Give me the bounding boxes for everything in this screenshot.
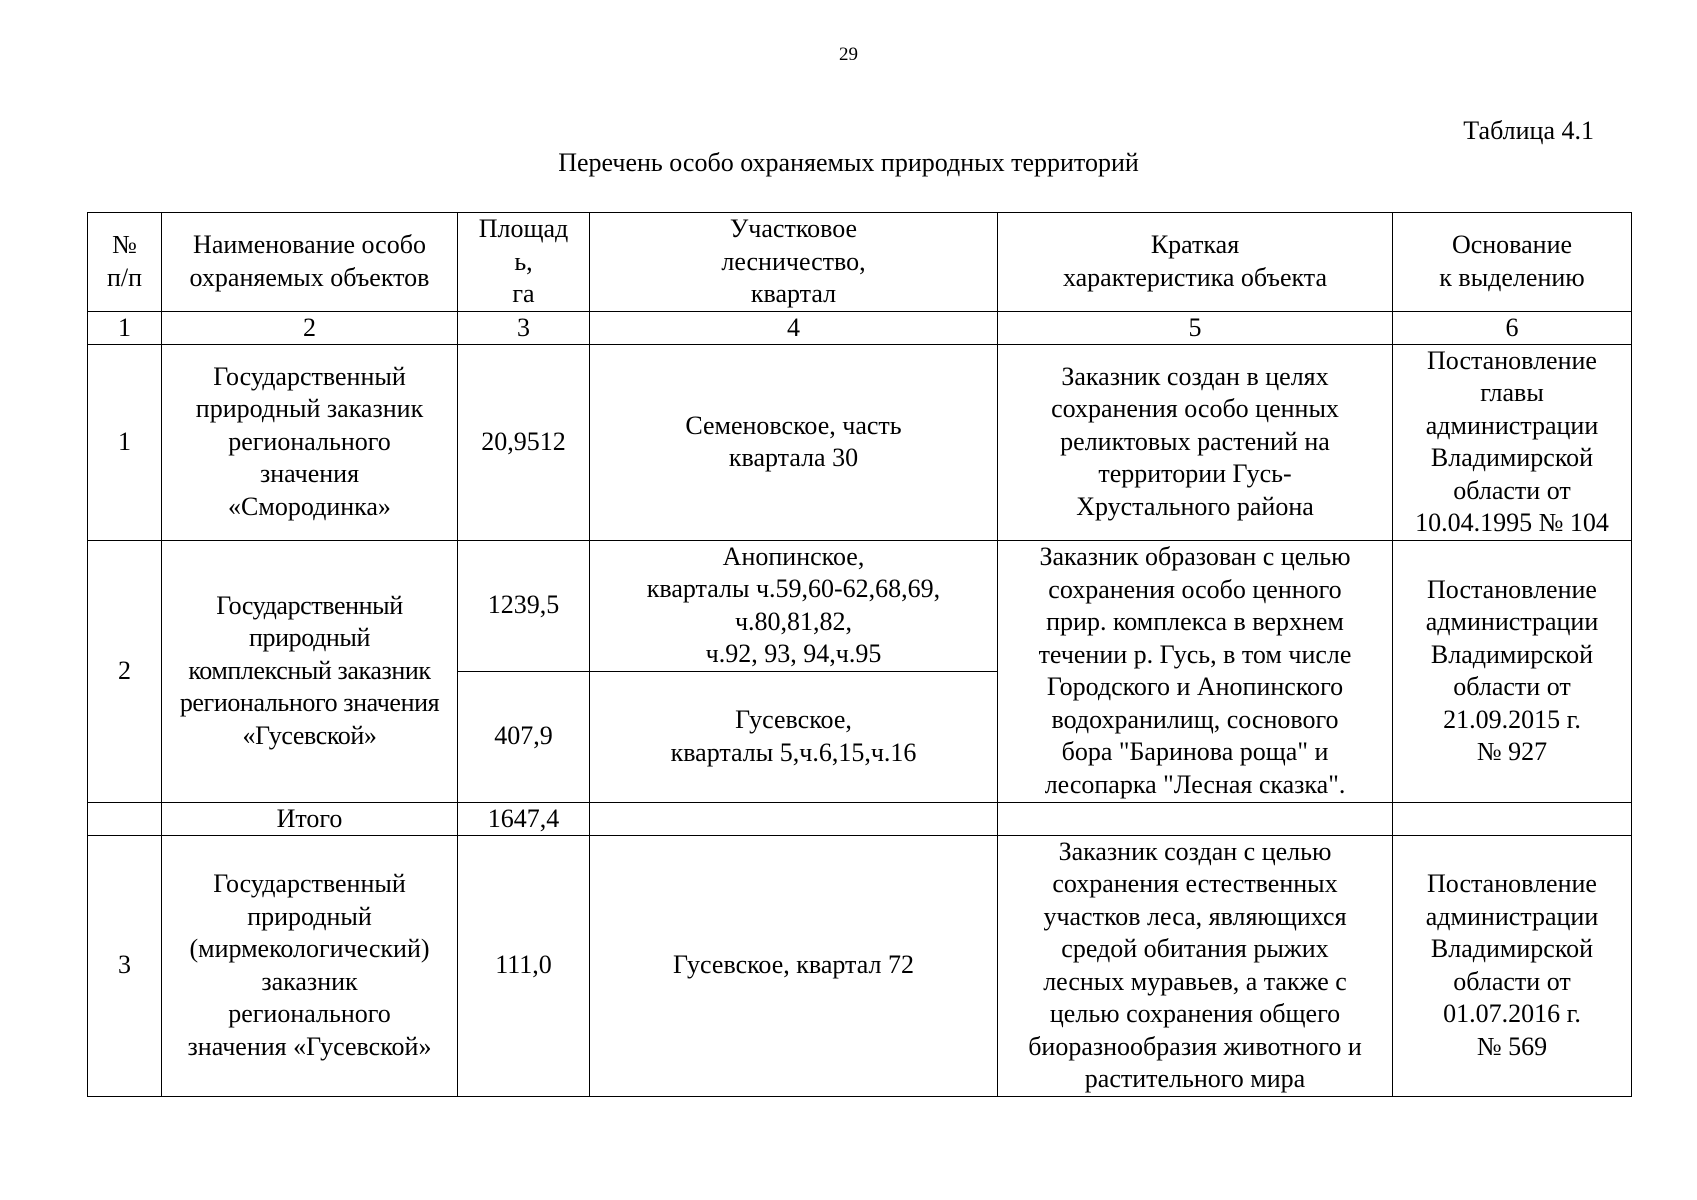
column-numbers-row bbox=[88, 311, 1632, 344]
cell-line: Хрустального района bbox=[1076, 491, 1314, 521]
cell-line: Постановление bbox=[1427, 345, 1597, 375]
row-name bbox=[162, 540, 458, 802]
cell-line: Владимирской bbox=[1430, 443, 1594, 472]
column-number: 6 bbox=[1393, 311, 1632, 344]
cell-line: территории Гусь- bbox=[1098, 459, 1292, 489]
column-number: 1 bbox=[88, 311, 162, 344]
cell-line: ь, bbox=[514, 246, 533, 276]
row-number: 3 bbox=[88, 835, 162, 1096]
row-basis bbox=[1393, 540, 1632, 802]
header-area bbox=[458, 213, 590, 312]
table-title: Перечень особо охраняемых природных территорий bbox=[558, 148, 1139, 177]
cell-line: администрации bbox=[1425, 607, 1599, 636]
cell-line: характеристика объекта bbox=[1062, 262, 1327, 292]
cell-line: лесных муравьев, а также с bbox=[1043, 966, 1347, 996]
cell-line: Городского и Анопинского bbox=[1046, 672, 1344, 701]
cell-line: растительного мира bbox=[1084, 1064, 1306, 1093]
cell-line: администрации bbox=[1425, 901, 1599, 931]
cell-line: Гусевское, bbox=[735, 705, 852, 734]
column-number: 2 bbox=[162, 311, 458, 344]
cell-line: биоразнообразия животного и bbox=[1028, 1031, 1362, 1061]
cell-line: участков леса, являющихся bbox=[1043, 901, 1347, 931]
header-number bbox=[88, 213, 162, 312]
cell-line: кварталы ч.59,60-62,68,69, bbox=[646, 574, 941, 603]
cell-line: кварталы 5,ч.6,15,ч.16 bbox=[670, 737, 917, 767]
cell-line: Наименование особо bbox=[193, 230, 426, 260]
row-forestry bbox=[590, 835, 998, 1096]
page-number: 29 bbox=[839, 44, 858, 65]
cell-line: прир. комплекса в верхнем bbox=[1046, 607, 1344, 636]
header-basis bbox=[1393, 213, 1632, 312]
cell-line: водохранилищ, соснового bbox=[1051, 704, 1339, 734]
cell-line: Семеновское, часть bbox=[685, 410, 902, 440]
cell-line: 01.07.2016 г. bbox=[1443, 999, 1581, 1028]
row-area: 407,9 bbox=[458, 671, 590, 802]
cell-line: регионального значения bbox=[179, 688, 440, 718]
total-empty-cell bbox=[88, 802, 162, 835]
cell-line: сохранения особо ценного bbox=[1048, 574, 1342, 604]
total-row bbox=[88, 802, 1632, 835]
column-number: 3 bbox=[458, 311, 590, 344]
cell-line: реликтовых растений на bbox=[1060, 426, 1330, 456]
cell-line: сохранения особо ценных bbox=[1051, 394, 1339, 424]
total-empty-cell bbox=[590, 802, 998, 835]
cell-line: природный bbox=[247, 901, 372, 931]
cell-line: ч.80,81,82, bbox=[734, 606, 853, 636]
cell-line: целью сохранения общего bbox=[1049, 999, 1341, 1028]
cell-line: квартала 30 bbox=[728, 443, 859, 472]
table-row bbox=[88, 835, 1632, 1096]
row-forestry bbox=[590, 671, 998, 802]
row-forestry bbox=[590, 540, 998, 671]
cell-line: значения «Гусевской» bbox=[187, 1031, 432, 1061]
row-number: 2 bbox=[88, 540, 162, 802]
cell-line: комплексный заказник bbox=[188, 655, 431, 685]
column-number: 5 bbox=[998, 311, 1393, 344]
cell-line: бора "Баринова роща" и bbox=[1061, 737, 1329, 766]
table-label: Таблица 4.1 bbox=[1463, 116, 1594, 145]
cell-line: Заказник образован с целью bbox=[1039, 542, 1351, 571]
cell-line: сохранения естественных bbox=[1052, 869, 1338, 898]
cell-line: № 569 bbox=[1476, 1031, 1548, 1061]
cell-line: (мирмекологический) bbox=[189, 934, 430, 963]
row-description bbox=[998, 540, 1393, 802]
cell-line: регионального bbox=[228, 426, 391, 456]
cell-line: га bbox=[512, 279, 535, 308]
cell-line: заказник bbox=[261, 966, 358, 996]
cell-line: регионального bbox=[228, 999, 391, 1028]
protected-areas-table bbox=[87, 212, 1632, 1097]
cell-line: охраняемых объектов bbox=[189, 262, 430, 292]
table-row bbox=[88, 540, 1632, 671]
row-name bbox=[162, 835, 458, 1096]
cell-line: Заказник создан в целях bbox=[1061, 361, 1329, 391]
table-row bbox=[88, 344, 1632, 540]
cell-line: Участковое bbox=[729, 214, 858, 243]
cell-line: Заказник создан с целью bbox=[1058, 836, 1332, 866]
cell-line: значения bbox=[259, 459, 360, 489]
row-basis bbox=[1393, 835, 1632, 1096]
column-number: 4 bbox=[590, 311, 998, 344]
total-empty-cell bbox=[998, 802, 1393, 835]
cell-line: «Гусевской» bbox=[242, 720, 377, 750]
row-description bbox=[998, 835, 1393, 1096]
cell-line: главы bbox=[1480, 378, 1544, 407]
cell-line: лесопарка "Лесная сказка". bbox=[1044, 769, 1346, 799]
cell-line: № 927 bbox=[1476, 737, 1548, 766]
row-forestry bbox=[590, 344, 998, 540]
cell-line: п/п bbox=[106, 262, 143, 292]
cell-line: Государственный bbox=[213, 869, 406, 898]
cell-line: Основание bbox=[1451, 230, 1573, 260]
cell-line: области от bbox=[1453, 966, 1571, 996]
cell-line: 10.04.1995 № 104 bbox=[1415, 508, 1609, 537]
cell-line: 21.09.2015 г. bbox=[1443, 704, 1581, 734]
total-value: 1647,4 bbox=[458, 802, 590, 835]
row-area: 20,9512 bbox=[458, 344, 590, 540]
cell-line: Государственный bbox=[216, 590, 403, 620]
row-basis bbox=[1393, 344, 1632, 540]
cell-line: средой обитания рыжих bbox=[1061, 934, 1329, 963]
cell-line: Гусевское, квартал 72 bbox=[673, 950, 914, 980]
cell-line: к выделению bbox=[1439, 262, 1585, 292]
cell-line: Постановление bbox=[1427, 869, 1597, 898]
cell-line: лесничество, bbox=[721, 246, 866, 276]
cell-line: природный bbox=[248, 623, 370, 653]
header-description bbox=[998, 213, 1393, 312]
cell-line: Анопинское, bbox=[722, 541, 865, 571]
row-description bbox=[998, 344, 1393, 540]
cell-line: Постановление bbox=[1427, 574, 1597, 604]
cell-line: Краткая bbox=[1150, 230, 1240, 260]
cell-line: Владимирской bbox=[1430, 639, 1594, 669]
cell-line: области от bbox=[1453, 475, 1571, 505]
total-label: Итого bbox=[162, 802, 458, 835]
total-empty-cell bbox=[1393, 802, 1632, 835]
header-forestry bbox=[590, 213, 998, 312]
header-row bbox=[88, 213, 1632, 312]
cell-line: квартал bbox=[750, 279, 837, 308]
cell-line: природный заказник bbox=[195, 394, 424, 424]
cell-line: области от bbox=[1453, 672, 1571, 701]
cell-line: «Смородинка» bbox=[228, 491, 391, 521]
cell-line: Площад bbox=[478, 214, 569, 243]
cell-line: администрации bbox=[1425, 410, 1599, 440]
row-name bbox=[162, 344, 458, 540]
row-area: 111,0 bbox=[458, 835, 590, 1096]
row-number: 1 bbox=[88, 344, 162, 540]
cell-line: № bbox=[112, 230, 137, 260]
cell-line: Владимирской bbox=[1430, 934, 1594, 963]
row-area: 1239,5 bbox=[458, 540, 590, 671]
cell-line: Государственный bbox=[213, 361, 406, 391]
cell-line: ч.92, 93, 94,ч.95 bbox=[705, 639, 882, 668]
cell-line: течении р. Гусь, в том числе bbox=[1038, 639, 1352, 669]
header-name bbox=[162, 213, 458, 312]
